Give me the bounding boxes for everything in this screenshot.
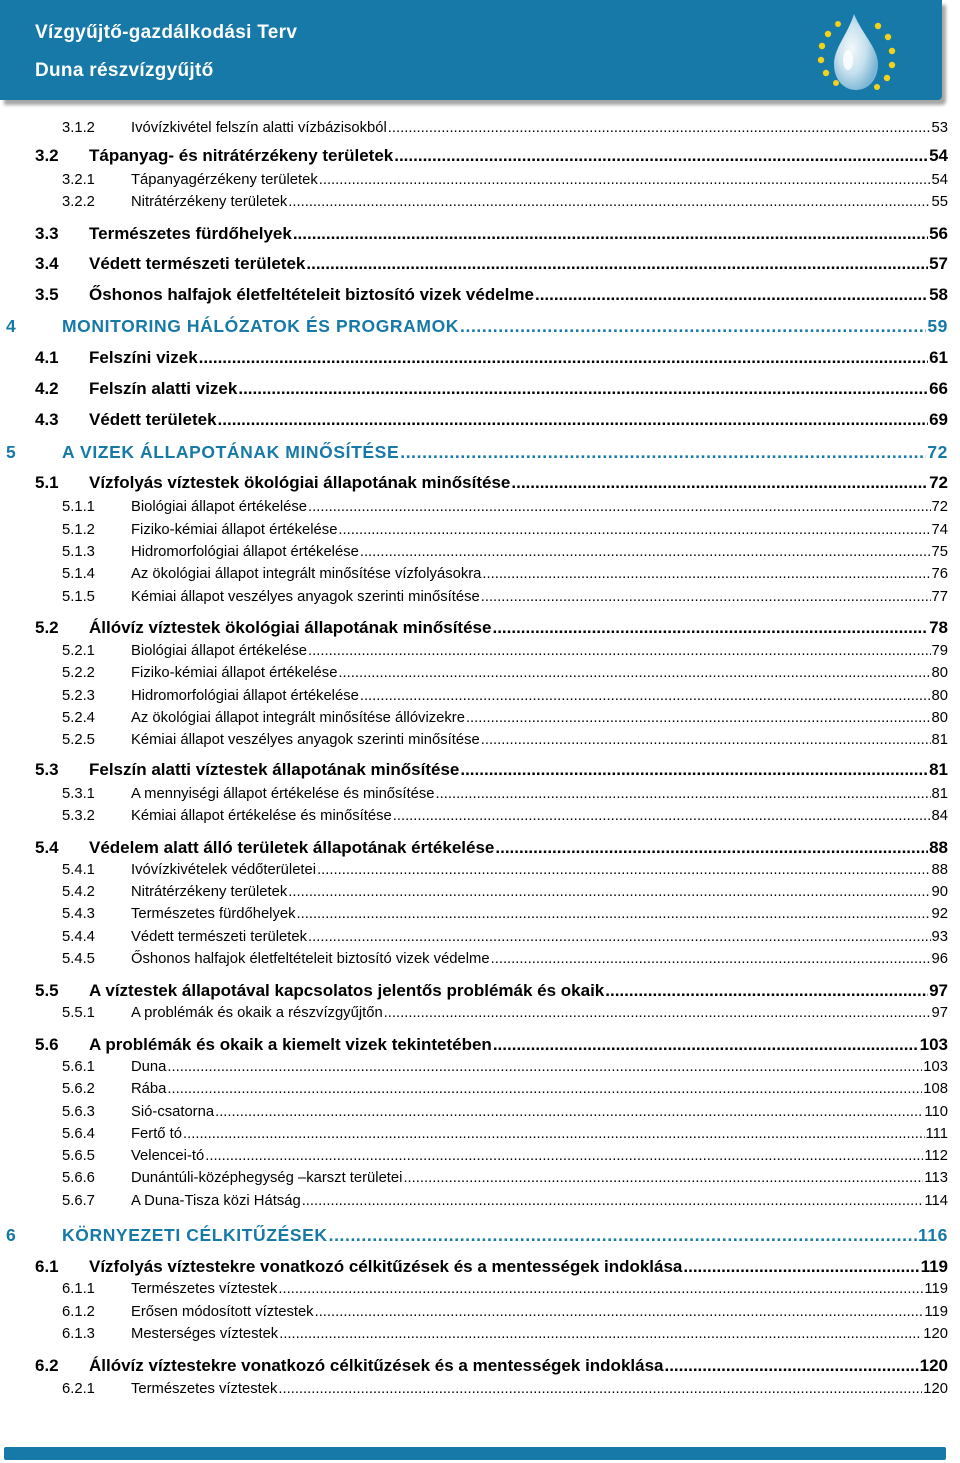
toc-entry-6-1-3[interactable] [62, 1326, 948, 1342]
toc-entry-page: 78 [929, 618, 948, 637]
toc-dot-leader [393, 808, 931, 824]
toc-entry-number: 5.2.4 [62, 710, 95, 726]
toc-entry-page: 80 [931, 710, 948, 726]
toc-dot-leader [481, 732, 931, 748]
toc-entry-title: Őshonos halfajok életfeltételeit biztosító vizek védelme [131, 951, 490, 967]
toc-dot-leader [167, 1059, 922, 1075]
toc-dot-leader [278, 1281, 923, 1297]
toc-entry-5-6-2[interactable] [62, 1081, 948, 1097]
toc-entry-title: Nitrátérzékeny területek [131, 194, 288, 210]
toc-dot-leader [338, 665, 930, 681]
toc-entry-title: Hidromorfológiai állapot értékelése [131, 688, 359, 704]
toc-dot-leader [315, 1304, 924, 1320]
toc-entry-page: 110 [924, 1104, 948, 1120]
toc-entry-title: Vízfolyás víztestek ökológiai állapotának minősítése [89, 473, 511, 492]
toc-entry-page: 54 [929, 146, 948, 165]
toc-entry-page: 56 [929, 224, 948, 243]
toc-entry-title: Velencei-tó [131, 1148, 205, 1164]
toc-entry-page: 58 [929, 285, 948, 304]
toc-entry-page: 96 [931, 951, 948, 967]
toc-entry-page: 88 [929, 838, 948, 857]
toc-entry-title: Természetes fürdőhelyek [131, 906, 296, 922]
toc-dot-leader [460, 760, 928, 780]
toc-entry-number: 4 [6, 316, 17, 336]
toc-entry-title: Rába [131, 1081, 167, 1097]
toc-entry-page: 79 [931, 643, 948, 659]
toc-entry-5-1-4[interactable] [62, 566, 948, 582]
toc-entry-title: A problémák és okaik a részvízgyűjtőn [131, 1005, 383, 1021]
toc-entry-page: 59 [927, 316, 948, 336]
toc-entry-title: Hidromorfológiai állapot értékelése [131, 544, 359, 560]
toc-entry-3-1-2[interactable] [62, 120, 948, 136]
toc-entry-number: 3.1.2 [62, 120, 95, 136]
toc-entry-5-6-3[interactable] [62, 1104, 948, 1120]
toc-entry-5-6-1[interactable] [62, 1059, 948, 1075]
toc-entry-title: Fiziko-kémiai állapot értékelése [131, 522, 338, 538]
toc-entry-number: 5.3 [35, 760, 59, 779]
toc-entry-number: 3.2 [35, 146, 59, 165]
toc-entry-title: Természetes fürdőhelyek [89, 224, 292, 243]
toc-entry-5-4-5[interactable] [62, 951, 948, 967]
toc-dot-leader [400, 442, 926, 463]
toc-entry-5-4-2[interactable] [62, 884, 948, 900]
toc-entry-5-1-1[interactable] [62, 499, 948, 515]
toc-dot-leader [492, 618, 928, 638]
toc-entry-number: 5.5.1 [62, 1005, 95, 1021]
toc-entry-number: 5.6.1 [62, 1059, 95, 1075]
toc-dot-leader [388, 120, 931, 136]
toc-entry-page: 77 [931, 589, 948, 605]
toc-entry-5-3-1[interactable] [62, 786, 948, 802]
toc-entry-5-1-5[interactable] [62, 589, 948, 605]
toc-entry-page: 90 [931, 884, 948, 900]
toc-entry-3-2[interactable] [35, 146, 948, 166]
toc-entry-number: 5.5 [35, 981, 59, 1000]
toc-dot-leader [302, 1193, 924, 1209]
toc-entry-title: Fiziko-kémiai állapot értékelése [131, 665, 338, 681]
toc-entry-number: 5.6.5 [62, 1148, 95, 1164]
toc-entry-title: Ivóvízkivétel felszín alatti vízbázisokból [131, 120, 387, 136]
toc-entry-number: 5.6.6 [62, 1170, 95, 1186]
toc-entry-title: Őshonos halfajok életfeltételeit biztosító vizek védelme [89, 285, 534, 304]
toc-entry-5-1[interactable] [35, 473, 948, 493]
toc-entry-title: Állóvíz víztestek ökológiai állapotának minősítése [89, 618, 492, 637]
toc-entry-page: 97 [929, 981, 948, 1000]
toc-dot-leader [511, 473, 928, 493]
toc-dot-leader [218, 410, 929, 430]
toc-dot-leader [199, 348, 928, 368]
toc-entry-3-2-1[interactable] [62, 172, 948, 188]
toc-entry-page: 69 [929, 410, 948, 429]
toc-dot-leader [495, 838, 928, 858]
toc-dot-leader [403, 1170, 923, 1186]
toc-entry-page: 120 [923, 1326, 948, 1342]
toc-entry-5-5[interactable] [35, 981, 948, 1001]
toc-entry-title: A problémák és okaik a kiemelt vizek tekintetében [89, 1035, 492, 1054]
toc-entry-title: Fertő tó [131, 1126, 182, 1142]
toc-entry-title: Állóvíz víztestekre vonatkozó célkitűzések és a mentességek indoklása [89, 1356, 664, 1375]
toc-entry-5-6[interactable] [35, 1035, 948, 1055]
toc-entry-title: Mesterséges víztestek [131, 1326, 279, 1342]
toc-entry-page: 74 [931, 522, 948, 538]
toc-entry-number: 5.6.7 [62, 1193, 95, 1209]
toc-entry-title: Kémiai állapot veszélyes anyagok szerinti minősítése [131, 589, 480, 605]
toc-entry-3-2-2[interactable] [62, 194, 948, 210]
toc-entry-page: 81 [931, 786, 948, 802]
page-header [0, 0, 960, 110]
toc-dot-leader [329, 1225, 917, 1246]
toc-entry-page: 103 [923, 1059, 948, 1075]
toc-entry-title: Sió-csatorna [131, 1104, 215, 1120]
toc-dot-leader [466, 710, 931, 726]
toc-entry-title: Felszín alatti vizek [89, 379, 238, 398]
toc-entry-page: 72 [927, 442, 948, 462]
toc-entry-title: Védelem alatt álló területek állapotának értékelése [89, 838, 495, 857]
toc-entry-5-1-3[interactable] [62, 544, 948, 560]
toc-entry-number: 5.3.1 [62, 786, 95, 802]
toc-entry-title: Dunántúli-középhegység –karszt területei [131, 1170, 403, 1186]
toc-entry-title: A mennyiségi állapot értékelése és minősítése [131, 786, 435, 802]
toc-entry-title: Duna [131, 1059, 167, 1075]
toc-entry-title: Ivóvízkivételek védőterületei [131, 862, 317, 878]
toc-dot-leader [491, 951, 931, 967]
toc-entry-title: Nitrátérzékeny területek [131, 884, 288, 900]
toc-entry-title: A víztestek állapotával kapcsolatos jelentős problémák és okaik [89, 981, 605, 1000]
toc-entry-title: Kémiai állapot értékelése és minősítése [131, 808, 392, 824]
toc-dot-leader [308, 643, 931, 659]
toc-entry-5-5-1[interactable] [62, 1005, 948, 1021]
toc-entry-5-6-7[interactable] [62, 1193, 948, 1209]
toc-entry-6-2-1[interactable] [62, 1381, 948, 1397]
toc-entry-page: 116 [917, 1225, 948, 1245]
toc-entry-title: Felszíni vizek [89, 348, 198, 367]
toc-entry-number: 5.6.2 [62, 1081, 95, 1097]
toc-entry-title: Tápanyagérzékeny területek [131, 172, 318, 188]
toc-entry-title: Biológiai állapot értékelése [131, 643, 308, 659]
toc-dot-leader [319, 172, 931, 188]
toc-dot-leader [535, 285, 928, 305]
water-drop-logo-icon [808, 4, 928, 96]
toc-entry-page: 53 [931, 120, 948, 136]
toc-entry-page: 57 [929, 254, 948, 273]
toc-entry-page: 55 [931, 194, 948, 210]
toc-dot-leader [238, 379, 928, 399]
toc-dot-leader [215, 1104, 923, 1120]
toc-dot-leader [297, 906, 931, 922]
toc-entry-4-2[interactable] [35, 379, 948, 399]
toc-entry-title: Erősen módosított víztestek [131, 1304, 314, 1320]
toc-entry-number: 5.4.1 [62, 862, 95, 878]
toc-entry-page: 72 [931, 499, 948, 515]
document-subtitle: Duna részvízgyűjtő [35, 60, 214, 81]
toc-entry-page: 80 [931, 665, 948, 681]
toc-dot-leader [360, 688, 931, 704]
toc-entry-4[interactable] [6, 316, 948, 337]
toc-entry-3-3[interactable] [35, 224, 948, 244]
toc-entry-number: 3.2.2 [62, 194, 95, 210]
toc-entry-number: 5.1.2 [62, 522, 95, 538]
toc-entry-page: 119 [924, 1304, 948, 1320]
toc-entry-page: 103 [919, 1035, 948, 1054]
toc-entry-6-1-1[interactable] [62, 1281, 948, 1297]
toc-entry-title: MONITORING HÁLÓZATOK ÉS PROGRAMOK [62, 316, 460, 336]
toc-entry-number: 4.1 [35, 348, 59, 367]
toc-entry-number: 5.1.3 [62, 544, 95, 560]
document-title: Vízgyűjtő-gazdálkodási Terv [35, 22, 298, 43]
toc-entry-number: 5.4 [35, 838, 59, 857]
toc-entry-5-4-4[interactable] [62, 929, 948, 945]
toc-entry-page: 92 [931, 906, 948, 922]
toc-entry-page: 66 [929, 379, 948, 398]
toc-entry-title: Védett természeti területek [131, 929, 308, 945]
toc-dot-leader [605, 981, 928, 1001]
toc-entry-number: 6.1.1 [62, 1281, 95, 1297]
toc-entry-number: 5.3.2 [62, 808, 95, 824]
toc-entry-page: 114 [924, 1193, 948, 1209]
toc-entry-page: 113 [924, 1170, 948, 1186]
toc-entry-title: Védett természeti területek [89, 254, 306, 273]
toc-dot-leader [288, 884, 930, 900]
toc-dot-leader [482, 566, 930, 582]
toc-entry-5-6-5[interactable] [62, 1148, 948, 1164]
toc-dot-leader [167, 1081, 922, 1097]
toc-dot-leader [306, 254, 928, 274]
toc-entry-number: 4.3 [35, 410, 59, 429]
toc-dot-leader [360, 544, 931, 560]
toc-entry-page: 120 [919, 1356, 948, 1375]
toc-entry-6-1[interactable] [35, 1257, 948, 1277]
toc-entry-title: Az ökológiai állapot integrált minősítése vízfolyásokra [131, 566, 482, 582]
toc-entry-number: 5.2.2 [62, 665, 95, 681]
toc-dot-leader [436, 786, 931, 802]
toc-entry-number: 4.2 [35, 379, 59, 398]
toc-entry-6-1-2[interactable] [62, 1304, 948, 1320]
toc-entry-5-2-5[interactable] [62, 732, 948, 748]
toc-entry-page: 84 [931, 808, 948, 824]
toc-entry-title: Az ökológiai állapot integrált minősítése állóvizekre [131, 710, 465, 726]
toc-dot-leader [279, 1326, 922, 1342]
toc-entry-title: Védett területek [89, 410, 217, 429]
toc-entry-title: Tápanyag- és nitrátérzékeny területek [89, 146, 394, 165]
toc-entry-4-1[interactable] [35, 348, 948, 368]
toc-entry-number: 5 [6, 442, 17, 462]
toc-dot-leader [384, 1005, 931, 1021]
toc-entry-number: 6.1.2 [62, 1304, 95, 1320]
toc-dot-leader [183, 1126, 925, 1142]
toc-dot-leader [288, 194, 930, 210]
toc-entry-page: 88 [931, 862, 948, 878]
toc-entry-page: 112 [924, 1148, 948, 1164]
toc-dot-leader [481, 589, 931, 605]
toc-entry-number: 5.6 [35, 1035, 59, 1054]
toc-entry-number: 5.1.1 [62, 499, 95, 515]
toc-entry-title: A Duna-Tisza közi Hátság [131, 1193, 301, 1209]
toc-entry-page: 119 [920, 1257, 948, 1276]
toc-entry-page: 119 [924, 1281, 948, 1297]
toc-entry-5-2-2[interactable] [62, 665, 948, 681]
toc-entry-number: 5.1.5 [62, 589, 95, 605]
toc-entry-number: 5.6.4 [62, 1126, 95, 1142]
toc-entry-5-4-3[interactable] [62, 906, 948, 922]
toc-entry-6-2[interactable] [35, 1356, 948, 1376]
toc-entry-page: 61 [929, 348, 948, 367]
toc-entry-number: 5.2.1 [62, 643, 95, 659]
toc-entry-number: 5.2 [35, 618, 59, 637]
toc-entry-page: 54 [931, 172, 948, 188]
toc-entry-number: 3.2.1 [62, 172, 95, 188]
header-band [0, 0, 942, 100]
toc-dot-leader [338, 522, 930, 538]
toc-entry-5-3-2[interactable] [62, 808, 948, 824]
toc-entry-number: 5.2.5 [62, 732, 95, 748]
toc-entry-5-6-6[interactable] [62, 1170, 948, 1186]
toc-entry-number: 5.6.3 [62, 1104, 95, 1120]
toc-entry-number: 5.4.3 [62, 906, 95, 922]
toc-entry-number: 5.4.4 [62, 929, 95, 945]
toc-entry-3-4[interactable] [35, 254, 948, 274]
toc-entry-number: 3.5 [35, 285, 59, 304]
toc-entry-page: 80 [931, 688, 948, 704]
toc-entry-5[interactable] [6, 442, 948, 463]
toc-dot-leader [317, 862, 930, 878]
toc-entry-5-4-1[interactable] [62, 862, 948, 878]
toc-dot-leader [308, 929, 931, 945]
toc-entry-4-3[interactable] [35, 410, 948, 430]
toc-dot-leader [278, 1381, 922, 1397]
toc-entry-page: 81 [931, 732, 948, 748]
toc-entry-title: Felszín alatti víztestek állapotának minősítése [89, 760, 460, 779]
toc-entry-number: 5.1.4 [62, 566, 95, 582]
toc-entry-page: 108 [923, 1081, 948, 1097]
toc-entry-page: 120 [923, 1381, 948, 1397]
toc-entry-5-2-1[interactable] [62, 643, 948, 659]
toc-entry-number: 5.1 [35, 473, 59, 492]
toc-entry-title: A VIZEK ÁLLAPOTÁNAK MINŐSÍTÉSE [62, 442, 400, 462]
footer-bar [4, 1447, 946, 1460]
toc-entry-3-5[interactable] [35, 285, 948, 305]
toc-entry-5-1-2[interactable] [62, 522, 948, 538]
toc-entry-5-2-4[interactable] [62, 710, 948, 726]
toc-entry-page: 76 [931, 566, 948, 582]
toc-entry-number: 3.4 [35, 254, 59, 273]
toc-dot-leader [493, 1035, 919, 1055]
toc-entry-number: 6 [6, 1225, 17, 1245]
toc-entry-5-4[interactable] [35, 838, 948, 858]
toc-entry-5-3[interactable] [35, 760, 948, 780]
toc-entry-number: 6.1 [35, 1257, 59, 1276]
toc-entry-page: 72 [929, 473, 948, 492]
toc-entry-title: Biológiai állapot értékelése [131, 499, 308, 515]
toc-entry-title: Vízfolyás víztestekre vonatkozó célkitűzések és a mentességek indoklása [89, 1257, 683, 1276]
toc-dot-leader [308, 499, 931, 515]
toc-entry-page: 111 [925, 1126, 948, 1142]
toc-entry-number: 6.1.3 [62, 1326, 95, 1342]
toc-entry-5-6-4[interactable] [62, 1126, 948, 1142]
toc-dot-leader [205, 1148, 923, 1164]
toc-entry-5-2-3[interactable] [62, 688, 948, 704]
toc-dot-leader [460, 316, 926, 337]
toc-entry-number: 3.3 [35, 224, 59, 243]
toc-entry-page: 97 [931, 1005, 948, 1021]
toc-entry-5-2[interactable] [35, 618, 948, 638]
toc-entry-page: 93 [931, 929, 948, 945]
toc-entry-6[interactable] [6, 1225, 948, 1246]
toc-entry-page: 81 [929, 760, 948, 779]
toc-entry-title: KÖRNYEZETI CÉLKITŰZÉSEK [62, 1225, 328, 1245]
toc-entry-title: Természetes víztestek [131, 1281, 278, 1297]
toc-dot-leader [664, 1356, 918, 1376]
toc-entry-number: 6.2.1 [62, 1381, 95, 1397]
toc-entry-number: 6.2 [35, 1356, 59, 1375]
toc-dot-leader [293, 224, 928, 244]
toc-entry-title: Kémiai állapot veszélyes anyagok szerinti minősítése [131, 732, 480, 748]
toc-dot-leader [683, 1257, 919, 1277]
toc-entry-page: 75 [931, 544, 948, 560]
toc-entry-number: 5.4.5 [62, 951, 95, 967]
toc-entry-title: Természetes víztestek [131, 1381, 278, 1397]
toc-entry-number: 5.4.2 [62, 884, 95, 900]
toc-entry-number: 5.2.3 [62, 688, 95, 704]
toc-dot-leader [394, 146, 928, 166]
